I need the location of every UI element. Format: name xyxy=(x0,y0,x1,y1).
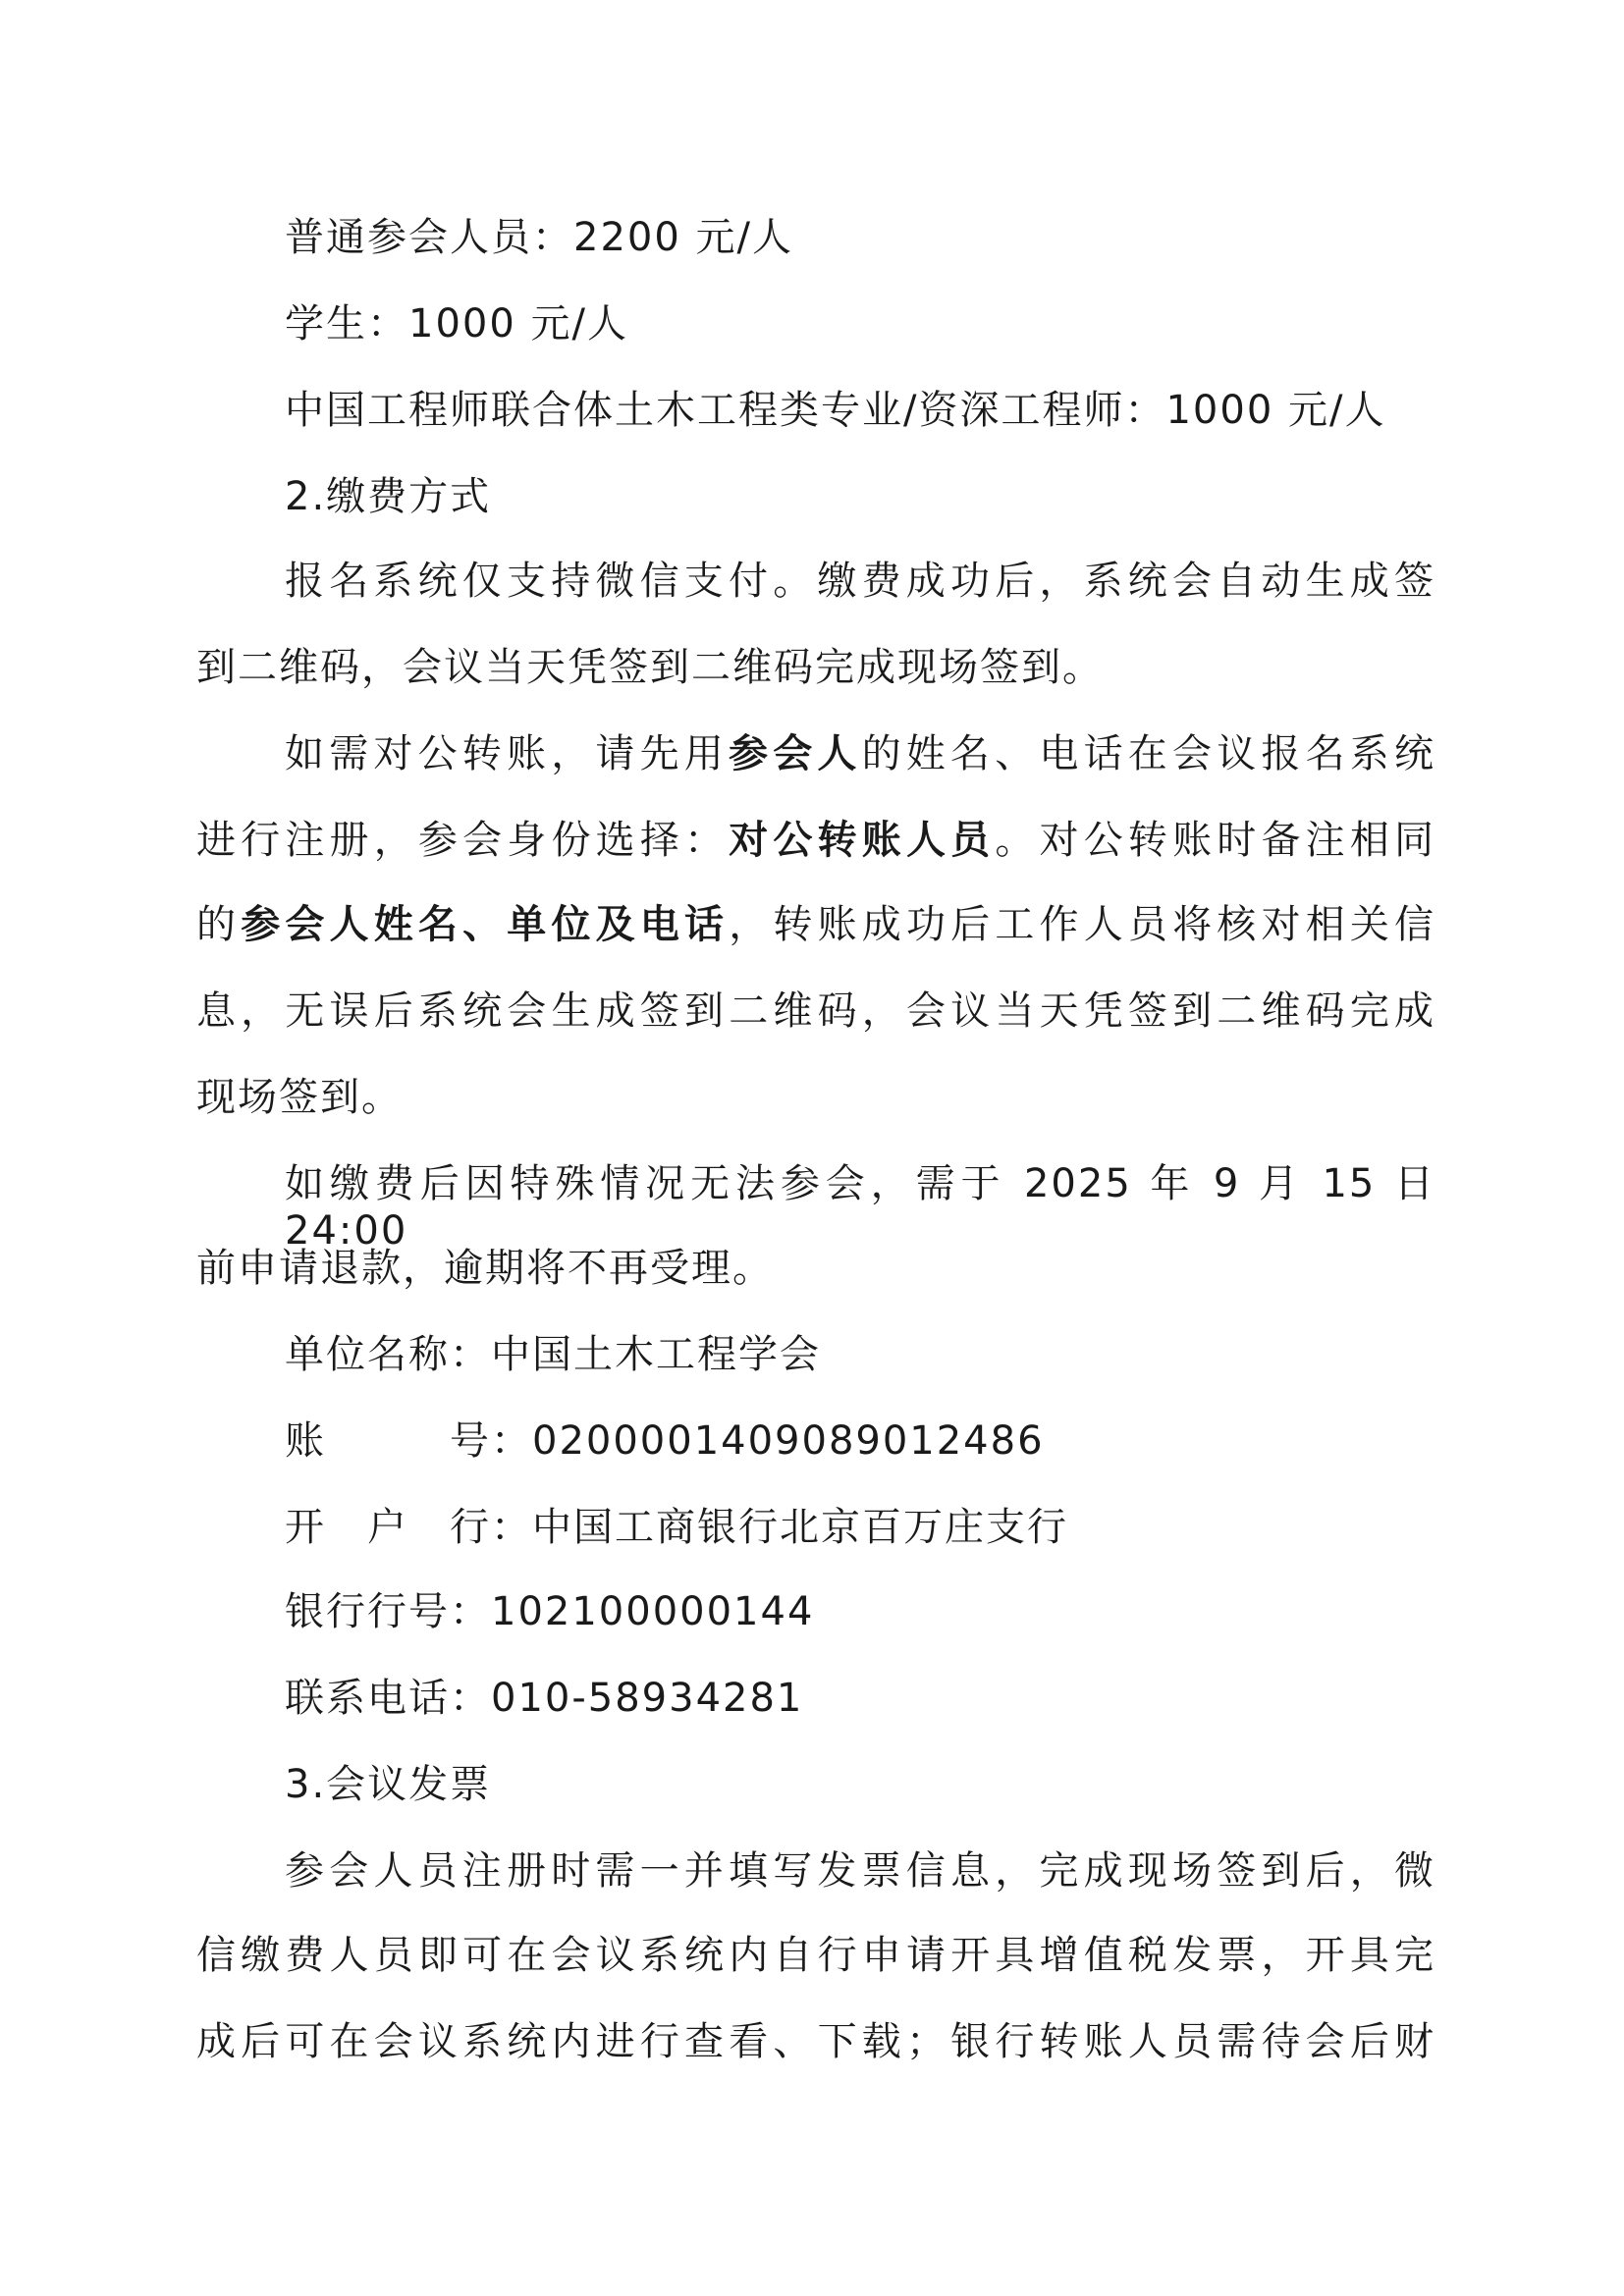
bold-text: 参会人 xyxy=(729,731,862,776)
bold-text: 对公转账人员 xyxy=(729,818,996,863)
payment-paragraph-2-line-4: 息，无误后系统会生成签到二维码，会议当天凭签到二维码完成 xyxy=(196,988,1435,1034)
payment-paragraph-2-line-1 xyxy=(285,730,1435,777)
payment-paragraph-1-line-2: 到二维码，会议当天凭签到二维码完成现场签到。 xyxy=(196,645,1104,690)
fee-regular: 普通参会人员：2200 元/人 xyxy=(285,215,793,260)
payment-paragraph-3-line-1: 如缴费后因特殊情况无法参会，需于 2025 年 9 月 15 日 24:00 xyxy=(285,1161,1435,1254)
text: 的 xyxy=(196,902,242,947)
bank-number: 银行行号：102100000144 xyxy=(285,1589,815,1634)
fee-student: 学生：1000 元/人 xyxy=(285,301,628,347)
bank-unit-name: 单位名称：中国土木工程学会 xyxy=(285,1332,821,1377)
account-value: ：0200001409089012486 xyxy=(491,1418,1045,1464)
payment-paragraph-1-line-1: 报名系统仅支持微信支付。缴费成功后，系统会自动生成签 xyxy=(285,559,1435,604)
bank-branch-label: 开户行 xyxy=(285,1505,491,1550)
payment-paragraph-2-line-2 xyxy=(196,817,1435,864)
invoice-paragraph-line-3: 成后可在会议系统内进行查看、下载；银行转账人员需待会后财 xyxy=(196,2019,1435,2064)
text: 的姓名、电话在会议报名系统 xyxy=(861,731,1436,776)
bank-account xyxy=(285,1417,1045,1465)
bold-text: 参会人姓名、单位及电话 xyxy=(241,902,730,947)
payment-paragraph-2-line-3 xyxy=(196,901,1435,948)
text: 进行注册，参会身份选择： xyxy=(196,818,730,863)
payment-paragraph-3-line-2: 前申请退款，逾期将不再受理。 xyxy=(196,1246,774,1291)
text: 如需对公转账，请先用 xyxy=(285,731,729,776)
payment-paragraph-2-line-5: 现场签到。 xyxy=(196,1075,403,1120)
contact-phone: 联系电话：010-58934281 xyxy=(285,1676,804,1721)
invoice-paragraph-line-1: 参会人员注册时需一并填写发票信息，完成现场签到后，微 xyxy=(285,1848,1435,1894)
bank-branch-value: ：中国工商银行北京百万庄支行 xyxy=(491,1505,1068,1550)
section-heading-invoice: 3.会议发票 xyxy=(285,1762,492,1807)
account-label: 账号 xyxy=(285,1418,491,1464)
text: 。对公转账时备注相同 xyxy=(995,818,1436,863)
invoice-paragraph-line-2: 信缴费人员即可在会议系统内自行申请开具增值税发票，开具完 xyxy=(196,1933,1435,1978)
bank-branch xyxy=(285,1504,1068,1551)
fee-engineer: 中国工程师联合体土木工程类专业/资深工程师：1000 元/人 xyxy=(285,388,1386,433)
section-heading-payment: 2.缴费方式 xyxy=(285,474,492,519)
text: ，转账成功后工作人员将核对相关信 xyxy=(729,902,1436,947)
